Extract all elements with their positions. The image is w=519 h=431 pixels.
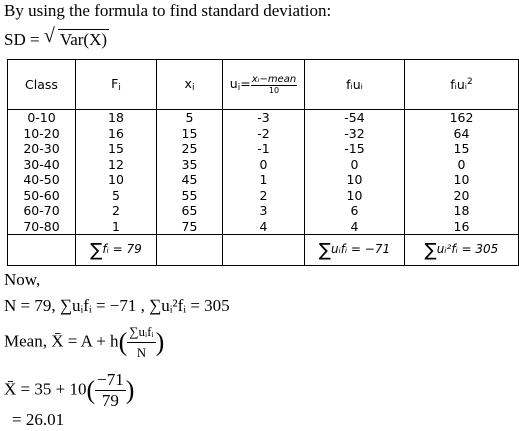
table-cell: 12 — [76, 157, 157, 173]
table-cell: 0-10 — [8, 110, 76, 126]
header-ui: $u_i=$ $\frac{\text{xᵢ−mean}}{10}$ — [223, 60, 305, 110]
table-cell: 18 — [405, 203, 519, 219]
table-cell: 70-80 — [8, 219, 76, 235]
xbar-substitution: X̄ = 35 + 10( $\frac{-71}{79}$ ) — [4, 370, 135, 410]
table-row — [8, 219, 519, 235]
table-cell: -3 — [223, 110, 305, 126]
table-cell: 50-60 — [8, 188, 76, 204]
sum-ui2fi: ∑uᵢ²fᵢ = 305 — [405, 235, 519, 266]
table-cell: 60-70 — [8, 203, 76, 219]
table-row — [8, 126, 519, 142]
table-cell: 5 — [157, 110, 223, 126]
table-cell: -15 — [305, 141, 405, 157]
table-cell: 20 — [405, 188, 519, 204]
table-cell: 10 — [76, 172, 157, 188]
table-cell: 10 — [405, 172, 519, 188]
xbar-fraction: $\frac{-71}{79}$ — [97, 370, 124, 410]
table-cell: 0 — [305, 157, 405, 173]
table-sum-row — [8, 235, 519, 266]
table-cell: 15 — [157, 126, 223, 142]
table-cell: 16 — [405, 219, 519, 235]
table-cell: 30-40 — [8, 157, 76, 173]
n-sums-line: N = 79, ∑uᵢfᵢ = −71 , ∑uᵢ²fᵢ = 305 — [4, 296, 230, 315]
table-cell: 20-30 — [8, 141, 76, 157]
sqrt-symbol — [43, 25, 109, 50]
table-cell: 75 — [157, 219, 223, 235]
sum-empty — [157, 235, 223, 266]
table-cell: 10 — [305, 188, 405, 204]
table-cell: 55 — [157, 188, 223, 204]
table-row — [8, 188, 519, 204]
sum-fi: ∑fᵢ = 79 — [76, 235, 157, 266]
table-header-row — [8, 60, 519, 110]
table-cell: 15 — [405, 141, 519, 157]
intro-text: By using the formula to find standard deviation: — [4, 1, 332, 20]
result-text: = 26.01 — [12, 410, 65, 429]
table-cell: 10 — [305, 172, 405, 188]
table-row — [8, 157, 519, 173]
table-row — [8, 141, 519, 157]
table-cell: 16 — [76, 126, 157, 142]
table-cell: 35 — [157, 157, 223, 173]
sd-lhs: SD = — [4, 30, 40, 49]
sum-empty — [8, 235, 76, 266]
sum-empty — [223, 235, 305, 266]
table-cell: 4 — [223, 219, 305, 235]
sd-radicand: Var(X) — [59, 30, 108, 49]
table-cell: -32 — [305, 126, 405, 142]
radical-icon: √ — [43, 25, 55, 47]
sum-uifi: ∑uᵢfᵢ = −71 — [305, 235, 405, 266]
table-cell: -1 — [223, 141, 305, 157]
header-fiui: fᵢuᵢ — [305, 60, 405, 110]
table-cell: 5 — [76, 188, 157, 204]
table-cell: 0 — [405, 157, 519, 173]
table-cell: 6 — [305, 203, 405, 219]
table-cell: 4 — [305, 219, 405, 235]
frequency-table — [7, 59, 519, 266]
table-cell: 45 — [157, 172, 223, 188]
table-cell: 15 — [76, 141, 157, 157]
now-text: Now, — [4, 270, 41, 289]
table-row — [8, 110, 519, 126]
table-cell: 1 — [223, 172, 305, 188]
table-cell: 1 — [76, 219, 157, 235]
table-cell: 64 — [405, 126, 519, 142]
sd-formula — [4, 25, 109, 50]
header-fiui2: fᵢuᵢ$^2$ — [405, 60, 519, 110]
table-cell: 10-20 — [8, 126, 76, 142]
mean-fraction: ∑uᵢfᵢ N — [129, 324, 154, 360]
table-cell: 162 — [405, 110, 519, 126]
header-class: Class — [8, 60, 76, 110]
table-cell: 65 — [157, 203, 223, 219]
table-cell: 40-50 — [8, 172, 76, 188]
table-row — [8, 203, 519, 219]
table-cell: -54 — [305, 110, 405, 126]
xbar-lhs: X̄ = 35 + 10 — [4, 379, 87, 399]
mean-lhs: Mean, X̄ = A + h — [4, 331, 119, 351]
table-cell: 2 — [223, 188, 305, 204]
table-cell: 25 — [157, 141, 223, 157]
table-cell: 18 — [76, 110, 157, 126]
header-fi: $F_i$ — [76, 60, 157, 110]
table-cell: 2 — [76, 203, 157, 219]
header-xi: $x_i$ — [157, 60, 223, 110]
table-row — [8, 172, 519, 188]
table-cell: -2 — [223, 126, 305, 142]
mean-formula: Mean, X̄ = A + h( ∑uᵢfᵢ N ) — [4, 322, 164, 363]
table-cell: 0 — [223, 157, 305, 173]
table-cell: 3 — [223, 203, 305, 219]
